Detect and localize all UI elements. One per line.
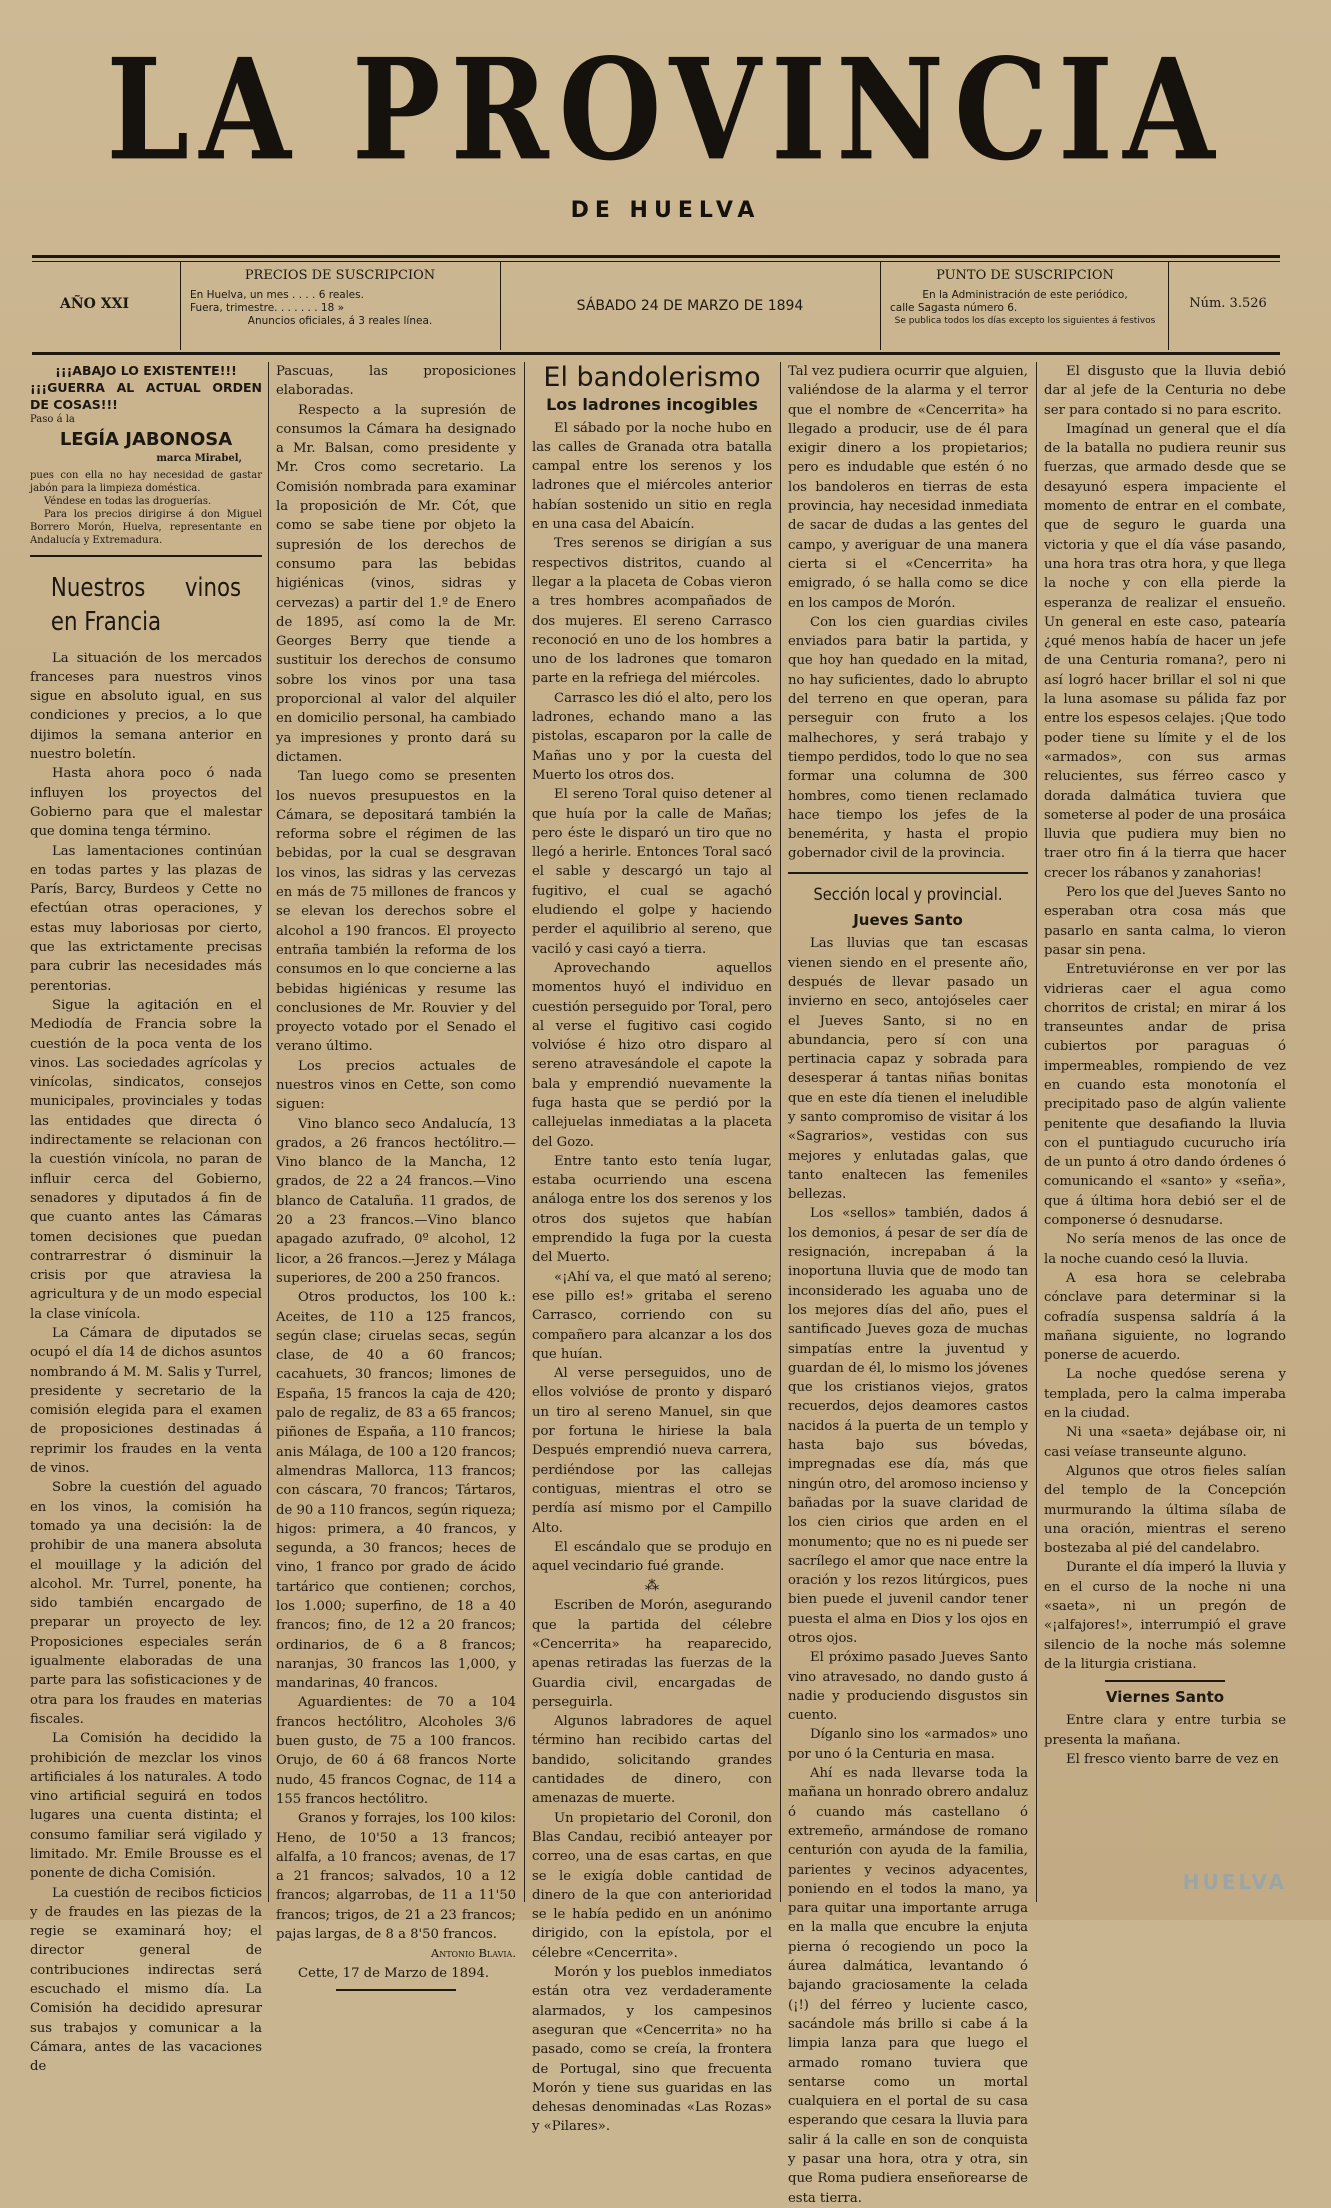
paragraph: «¡Ahí va, el que mató al sereno; ese pillo es!» gritaba el sereno Carrasco, corriendo con su compañero para alcanzar a los dos que huían. xyxy=(532,1269,772,1362)
section-separator: ⁂ xyxy=(645,1578,659,1595)
paragraph: Sigue la agitación en el Mediodía de Francia sobre la cuestión de la poca venta de los vinos. Las sociedades agrícolas y vinícolas, sindicatos, consejos municipales, provinciales y todas las entidades que directa ó indirectamente se relacionan con la cuestión vinícola, no paran de influir cerca del Gobierno, senadores y diputados á fin de que cuanto antes las Cámaras tomen decisiones que puedan contrarrestrar ó disminuir la crisis por que atraviesa la agricultura y de un modo especial la clase vinícola. xyxy=(30,997,262,1322)
column-rule xyxy=(30,555,262,557)
article-headline: Nuestros vinos en Francia xyxy=(50,572,242,637)
paragraph: Aprovechando aquellos momentos huyó el individuo en cuestión perseguido por Toral, pero al verse el fugitivo casi cogido volvióse é hizo otro disparo al sereno atravesándole el capote la bala y emprendió nuevamente la fuga hasta que se perdió por la callejuelas inmediatas a la placeta del Gozo. xyxy=(532,960,772,1150)
dateline: Cette, 17 de Marzo de 1894. xyxy=(298,1965,490,1981)
paragraph: Algunos que otros fieles salían del templo de la Concepción murmurando la última sílaba de una oración, mientras el sereno bostezaba al pié del candelabro. xyxy=(1044,1463,1286,1557)
end-rule xyxy=(336,1989,456,1991)
section-rule xyxy=(1105,1680,1225,1682)
divider xyxy=(880,262,881,350)
column-5 xyxy=(1044,362,1286,1907)
paragraph: Hasta ahora poco ó nada influyen los proyectos del Gobierno para que el malestar que domina tenga término. xyxy=(30,766,262,840)
paragraph: Durante el día imperó la lluvia y en el curso de la noche ni una «saeta», ni un pregón de «¡alfajores!», interrumpió el grave silencio de la noche más solemne de la liturgia cristiana. xyxy=(1044,1560,1286,1672)
paragraph: Respecto a la supresión de consumos la Cámara ha designado a Mr. Balsan, como presidente y Mr. Cros como secretario. La Comisión nombrada para examinar la proposición de Mr. Cót, que como se sabe tiene por objeto la supresión de los derechos de consumo para las bebidas higiénicas (vinos, sidras y cervezas) a partir del 1.º de Enero de 1895, así como la de Mr. Georges Berry que tiende a sustituir los derechos de consumo sobre los vinos por una tasa proporcional al valor del alquiler en domicilio personal, ha cambiado ya impresiones y pronto dará su dictamen. xyxy=(276,402,516,765)
paragraph: Tres serenos se dirigían a sus respectivos distritos, cuando al llegar a la placeta de Cobas vieron a tres hombres acompañados de dos mujeres. El sereno Carrasco reconoció en uno de los hombres a uno de los ladrones que tomaron parte en la refriega del miércoles. xyxy=(532,536,772,687)
price-line: En Huelva, un mes . . . . 6 reales. xyxy=(190,289,364,301)
paragraph: La Cámara de diputados se ocupó el día 14 de dichos asuntos nombrando á M. M. Salis y Turrel, presidente y secretario de la comisión elegida para el examen de proposiciones destinadas á reprimir los fraudes en la venta de vinos. xyxy=(30,1325,262,1477)
column-divider xyxy=(524,362,525,1902)
article-subheadline: Los ladrones incogibles xyxy=(546,395,758,415)
paragraph: A esa hora se celebraba cónclave para determinar si la cofradía suspensa saldría á la mañana siguiente, no logrando ponerse de acuerdo. xyxy=(1044,1270,1286,1364)
archive-watermark: HUELVA xyxy=(1182,1870,1287,1894)
paragraph: Tan luego como se presenten los nuevos presupuestos en la Cámara, se depositará también la reforma sobre el régimen de las bebidas, por la cual se desgravan los vinos, las sidras y las cervezas en más de 75 millones de francos y se elevan los derechos sobre el alcohol a 190 francos. El proyecto entraña también la reforma de los consumos en lo que concierne a las bebidas higiénicas y resume las conclusiones de Mr. Rouvier y del proyecto votado por el Senado el verano último. xyxy=(276,769,516,1055)
masthead xyxy=(0,27,1331,223)
paragraph: Las lluvias que tan escasas vienen siendo en el presente año, después de llevar pasado un invierno en seco, antojóseles caer el Jueves Santo, si no en abundancia, pero sí con una pertinacia capaz y sobrada para desesperar á tantas niñas bonitas que en este día tienen el ineludible y santo compromiso de visitar á los «Sagrarios», vestidas con sus mejores y enlutadas galas, que tanto enaltecen las femeniles bellezas. xyxy=(788,936,1028,1203)
paragraph: Los «sellos» también, dados á los demonios, á pesar de ser día de resignación, increpaban á la inoportuna lluvia que de modo tan inconsiderado les aguaba uno de los mejores días del año, pues el santificado Jueves goza de muchas simpatías entre la juventud y guardan de él, lo mismo los jóvenes que los cristianos viejos, gratos recuerdos, dejos deamores castos nacidos á la puerta de un templo y hasta bajo sus bóvedas, impregnadas ese día, más que ningún otro, del aromoso incienso y bañadas por la suave claridad de los cien cirios que arden en el monumento; que no es ni puede ser sacrílego el amor que nace entre la oración y los rezos litúrgicos, pues bien puede el juvenil candor tener puesta el alma en Dios y los ojos en otros ojos. xyxy=(788,1206,1028,1646)
divider xyxy=(1168,262,1169,350)
paragraph: El escándalo que se produjo en aquel vecindario fué grande. xyxy=(532,1539,772,1575)
paragraph: Pero los que del Jueves Santo no esperaban otra cosa más que pasarlo en santa calma, lo vieron pasar sin pena. xyxy=(1044,885,1286,958)
price-line: Fuera, trimestre. . . . . . . 18 » xyxy=(190,302,345,314)
paragraph: No sería menos de las once de la noche cuando cesó la lluvia. xyxy=(1044,1232,1286,1267)
column-rule xyxy=(788,872,1028,874)
subscription-line: En la Administración de este periódico, xyxy=(922,289,1128,301)
paragraph: El sereno Toral quiso detener al que huía por la calle de Mañas; pero éste le disparó un tiro que no llegó a herirle. Entonces Toral sacó el sable y descargó un tajo al fugitivo, el cual se agachó eludiendo el golpe y haciendo perder el aquilibrio al sereno, que vaciló y casi cayó a tierra. xyxy=(532,787,772,957)
paragraph: Granos y forrajes, los 100 kilos: Heno, de 10'50 a 13 francos; alfalfa, a 10 francos; avenas, de 17 a 21 francos; salvados, 10 a 12 francos; algarrobas, de 11 a 11'50 francos; trigos, de 21 a 23 francos; pajas largas, de 8 a 8'50 francos. xyxy=(276,1811,516,1943)
paragraph: Entre tanto esto tenía lugar, estaba ocurriendo una escena análoga entre los dos serenos y los otros dos sujetos que habían emprendido la fuga por la cuesta del Muerto. xyxy=(532,1153,772,1266)
advertisement xyxy=(30,362,262,547)
paragraph: Carrasco les dió el alto, pero los ladrones, echando mano a las pistolas, escaparon por la calle de Mañas uno y por la cuesta del Muerto los otros dos. xyxy=(532,690,772,783)
paragraph: Aguardientes: de 70 a 104 francos hectólitro, Alcoholes 3/6 buen gusto, de 75 a 100 francos. Orujo, de 60 á 68 francos Norte nudo, 45 francos Cognac, de 114 a 155 francos hectólitro. xyxy=(276,1695,516,1807)
subsection-headline: Viernes Santo xyxy=(1105,1688,1225,1707)
info-bar xyxy=(32,262,1280,350)
paragraph: Tal vez pudiera ocurrir que alguien, valiéndose de la alarma y el terror que el nombre de «Cencerrita» ha llegado a producir, use de él para exigir dinero a los propietarios; pero es indudable que estén ó no los bandoleros en tierras de esta provincia, hay necesidad inmediata de sacar de dudas a las gentes del campo, y averiguar de una manera cierta si el «Cencerrita» ha emigrado, ó se halla como se dice en los campos de Morón. xyxy=(788,364,1028,611)
year-label: AÑO XXI xyxy=(60,296,130,312)
paragraph: Entre clara y entre turbia se presenta la mañana. xyxy=(1044,1713,1286,1748)
column-divider xyxy=(1036,362,1037,1902)
paragraph: Pascuas, las proposiciones elaboradas. xyxy=(276,364,516,399)
paragraph: La situación de los mercados franceses para nuestros vinos sigue en absoluto igual, en sus condiciones y precios, a lo que dijimos la semana anterior en nuestro boletín. xyxy=(30,650,262,763)
paragraph: Morón y los pueblos inmediatos están otra vez verdaderamente alarmados, y los campesinos aseguran que «Cencerrita» no ha pasado, como se creía, la frontera de Portugal, sino que frecuenta Morón y tiene sus guaridas en las dehesas denominadas «Las Rozas» y «Pilares». xyxy=(532,1965,772,2135)
newspaper-title: LA PROVINCIA xyxy=(106,27,1225,192)
ad-line: ¡¡¡GUERRA AL ACTUAL ORDEN DE COSAS!!! xyxy=(30,380,262,412)
paragraph: El fresco viento barre de vez en xyxy=(1066,1752,1279,1768)
paragraph: Entretuviéronse en ver por las vidrieras caer el agua como chorritos de cristal; en mirar á los transeuntes andar de prisa cubiertos por paraguas ó impermeables, rompiendo de vez en cuando esta monotonía el precipitado paso de algún valiente penitente que desafiando la lluvia con el puntiagudo cucurucho iría de un punto á otro dando órdenes ó comunicando el «santo» y «seña», que á última hora debió ser el de componerse ó desnudarse. xyxy=(1044,962,1286,1229)
paragraph: Vino blanco seco Andalucía, 13 grados, a 26 francos hectólitro.—Vino blanco de la Mancha, 12 grados, de 22 a 24 francos.—Vino blanco de Cataluña. 11 grados, de 20 a 23 francos.—Vino blanco apagado azufrado, 0º alcohol, 12 licor, a 26 francos.—Jerez y Málaga superiores, de 200 a 250 francos. xyxy=(276,1116,516,1286)
section-headline: Sección local y provincial. xyxy=(813,884,1003,905)
paragraph: Sobre la cuestión del aguado en los vinos, la comisión ha tomado ya una decisión: la de prohibir de una manera absoluta el mouillage y la adición del alcohol. Mr. Turrel, ponente, ha sido también encargado de preparar un proyecto de ley. Proposiciones especiales serán igualmente elaboradas de una parte para las sofisticaciones y de otra para los fraudes en materias fiscales. xyxy=(30,1480,262,1727)
header-bottom-rule xyxy=(32,352,1280,355)
paragraph: Ni una «saeta» dejábase oir, ni casi veíase transeunte alguno. xyxy=(1044,1425,1286,1460)
paragraph: Ahí es nada llevarse toda la mañana un honrado obrero andaluz ó cuando más castellano ó extremeño, armándose de romano centurión con ayuda de la familia, parientes y vecinos adyacentes, poniendo en el todos la mano, ya para quitar una importante arruga en la malla que encubre la enjuta pierna ó recogiendo un poco la áurea dalmática, levantando ó bajando graciosamente la celada (¡!) del férreo y luciente casco, sacándole más brillo si cabe á la limpia lanza para que luego el armado romano tuviera que sentarse como un mortal cualquiera en el portal de su casa esperando que cesara la lluvia para salir á la calle en son de conquista y pasar una hora, otra y otra, sin que Roma pudiera enseñorearse de esta tierra. xyxy=(788,1766,1028,2206)
subsection-headline: Jueves Santo xyxy=(853,911,963,930)
newspaper-subtitle: DE HUELVA xyxy=(570,198,761,223)
paragraph: La Comisión ha decidido la prohibición de mezclar los vinos artificiales á los naturales. A todo vino artificial seguirá en todos lugares una cuenta distinta; el consumo familiar será vigilado y limitado. Mr. Emile Brousse es el ponente de dicha Comisión. xyxy=(30,1731,262,1882)
ad-text: Véndese en todas las droguerías. xyxy=(44,495,212,507)
column-2 xyxy=(276,362,516,1981)
paragraph: La cuestión de recibos ficticios y de fraudes en las piezas de la regie se examinará hoy; el director general de contribuciones indirectas será escuchado el mismo día. La Comisión ha decidido apresurar sus trabajos y comunicar a la Cámara, antes de las vacaciones de xyxy=(30,1885,262,2075)
column-3 xyxy=(532,362,772,2135)
paragraph: Un propietario del Coronil, don Blas Candau, recibió anteayer por correo, una de esas cartas, en que se le exigía doble cantidad de dinero de la que con anterioridad se le había pedido en un anónimo dirigido, con la epístola, por el célebre «Cencerrita». xyxy=(532,1810,772,1961)
issue-number: Núm. 3.526 xyxy=(1189,296,1267,311)
paragraph: Otros productos, los 100 k.: Aceites, de 110 a 125 francos, según clase; ciruelas secas, según clase, de 40 a 60 francos; cacahuets, 30 francos; limones de España, 15 francos la caja de 420; palo de regaliz, de 83 a 65 francos; piñones de España, a 110 francos; anis Málaga, de 100 a 120 francos; almendras Mallorca, 113 francos; con cáscara, 70 francos; Tártaros, de 90 a 110 francos, según riqueza; higos: primera, a 40 francos, y segunda, a 30 francos; heces de vino, 1 franco por grado de ácido tartárico que contienen; corchos, los 1.000; superfino, de 18 a 40 francos; fino, de 12 a 20 francos; ordinarios, de 6 a 8 francos; naranjas, 30 francos las 1,000, y mandarinas, 40 francos. xyxy=(276,1290,516,1692)
column-divider xyxy=(780,362,781,1902)
divider xyxy=(180,262,181,350)
top-rule xyxy=(32,255,1280,258)
paragraph: La noche quedóse serena y templada, pero la calma imperaba en la ciudad. xyxy=(1044,1367,1286,1422)
paragraph: El próximo pasado Jueves Santo vino atravesado, no dando gusto á nadie y produciendo disgustos sin cuento. xyxy=(788,1650,1028,1724)
paragraph: Los precios actuales de nuestros vinos en Cette, son como siguen: xyxy=(276,1058,516,1113)
article-headline: El bandolerismo xyxy=(543,362,761,393)
paragraph: Algunos labradores de aquel término han recibido cartas del bandido, solicitando grandes cantidades de dinero, con amenazas de muerte. xyxy=(532,1714,772,1807)
paragraph: Al verse perseguidos, uno de ellos volvióse de pronto y disparó un tiro al sereno Manuel, sin que por fortuna le hiriese la bala Después emprendió nueva carrera, perdiéndose por las callejas contiguas, mientras el otro se perdía así mismo por el Campillo Alto. xyxy=(532,1366,772,1536)
ad-mark: marca Mirabel, xyxy=(156,453,242,465)
ad-line: Paso á la xyxy=(30,414,75,425)
prices-header: PRECIOS DE SUSCRIPCION xyxy=(244,268,436,283)
issue-date: SÁBADO 24 DE MARZO DE 1894 xyxy=(576,298,804,314)
paragraph: Imagínad un general que el día de la batalla no pudiera reunir sus fuerzas, que armado desde que se desayunó espera impaciente el momento de entrar en el combate, que de seguro le guarda una victoria y que el día váse pasando, una hora tras otra hora, y que llega la noche y con ella pierde la esperanza de realizar el ensueño. Un general en este caso, patearía ¿qué menos había de hacer un jefe de una Centuria romana?, pero ni así logró hacer brillar el sol ni que la luna asomase su pálida faz por entre los espesos celajes. ¡Que todo poder tiene su límite y el de los «armados», con sus armas relucientes, sus férreo casco y dorada dalmática tuviera que someterse al poder de una prosáica lluvia que pudiera muy bien no traer otro fin á la tierra que hacer crecer los rábanos y zanahorias! xyxy=(1044,421,1286,881)
subscription-line: Se publica todos los días excepto los siguientes á festivos xyxy=(894,316,1156,326)
column-1 xyxy=(30,362,262,2075)
ad-line: ¡¡¡ABAJO LO EXISTENTE!!! xyxy=(55,363,237,378)
divider xyxy=(500,262,501,350)
column-4 xyxy=(788,362,1028,2206)
paragraph: Las lamentaciones continúan en todas partes y las plazas de París, Barcy, Burdeos y Cette no efectúan otras operaciones, y estas muy laboriosas por cierto, que las extrictamente precisas para cubrir las necesidades más perentorias. xyxy=(30,843,262,994)
price-line: Anuncios oficiales, á 3 reales línea. xyxy=(247,315,433,327)
signature: Antonio Blavia. xyxy=(430,1946,516,1961)
ad-brand: LEGÍA JABONOSA xyxy=(59,429,233,450)
paragraph: Escriben de Morón, asegurando que la partida del célebre «Cencerrita» ha reaparecido, apenas retiradas las fuerzas de la Guardia civil, encargadas de perseguirla. xyxy=(532,1598,772,1710)
column-divider xyxy=(268,362,269,1902)
paragraph: El disgusto que la lluvia debió dar al jefe de la Centuria no debe ser para contado si no para escrito. xyxy=(1044,364,1286,418)
ad-text: pues con ella no hay necesidad de gastar jabón para la limpieza doméstica. xyxy=(30,469,262,494)
paragraph: El sábado por la noche hubo en las calles de Granada otra batalla campal entre los serenos y los ladrones que el miércoles anterior habían sostenido un sitio en regla en una casa del Abaicín. xyxy=(532,420,772,533)
subscription-point-header: PUNTO DE SUSCRIPCION xyxy=(936,268,1114,283)
paragraph: Díganlo sino los «armados» uno por uno ó la Centuria en masa. xyxy=(788,1727,1028,1762)
subscription-line: calle Sagasta número 6. xyxy=(890,302,1018,314)
ad-text: Para los precios dirigirse á don Miguel Borrero Morón, Huelva, representante en Andalucía y Extremadura. xyxy=(30,508,262,546)
paragraph: Con los cien guardias civiles enviados para batir la partida, y que hoy han quedado en la mitad, no hay suficientes, dado lo abrupto del terreno en que operan, para perseguir con fruto a los malhechores, y será trabajo y tiempo perdidos, todo lo que no sea formar una columna de 300 hombres, como tienen reclamado hace tiempo los jefes de la benemérita, y hasta el propio gobernador civil de la provincia. xyxy=(788,614,1028,862)
